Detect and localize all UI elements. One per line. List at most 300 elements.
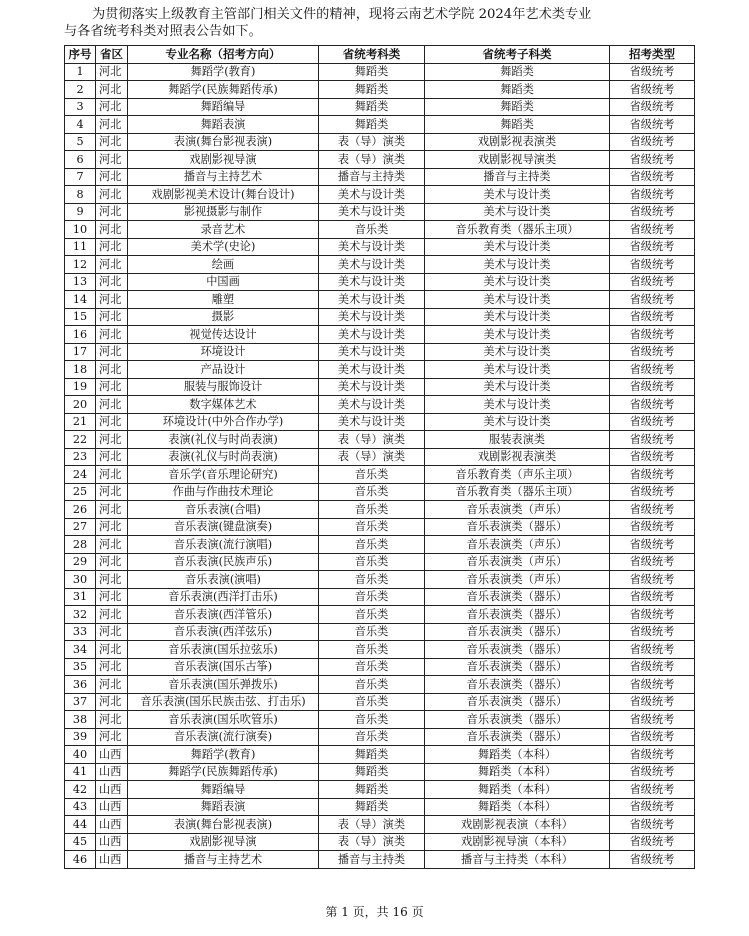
row-index: 41 [65, 763, 96, 781]
row-category: 美术与设计类 [319, 273, 425, 291]
row-category: 音乐类 [319, 536, 425, 554]
row-province: 山西 [96, 833, 128, 851]
row-index: 16 [65, 326, 96, 344]
row-major: 环境设计(中外合作办学) [128, 413, 319, 431]
row-major: 音乐表演(国乐吹管乐) [128, 711, 319, 729]
row-category: 音乐类 [319, 553, 425, 571]
row-subcategory: 美术与设计类 [425, 413, 610, 431]
row-major: 表演(舞台影视表演) [128, 816, 319, 834]
row-subcategory: 舞蹈类 [425, 116, 610, 134]
row-exam-type: 省级统考 [610, 588, 695, 606]
row-category: 舞蹈类 [319, 798, 425, 816]
row-province: 山西 [96, 851, 128, 869]
row-exam-type: 省级统考 [610, 676, 695, 694]
row-major: 舞蹈学(教育) [128, 63, 319, 81]
row-subcategory: 美术与设计类 [425, 396, 610, 414]
row-major: 音乐表演(流行演奏) [128, 728, 319, 746]
row-major: 舞蹈表演 [128, 116, 319, 134]
row-subcategory: 舞蹈类（本科） [425, 746, 610, 764]
table-row [65, 833, 695, 851]
row-exam-type: 省级统考 [610, 623, 695, 641]
row-index: 4 [65, 116, 96, 134]
table-row [65, 221, 695, 239]
table-row [65, 483, 695, 501]
row-exam-type: 省级统考 [610, 221, 695, 239]
row-subcategory: 音乐表演类（器乐） [425, 728, 610, 746]
row-index: 31 [65, 588, 96, 606]
row-province: 河北 [96, 396, 128, 414]
row-major: 播音与主持艺术 [128, 168, 319, 186]
row-major: 舞蹈学(民族舞蹈传承) [128, 81, 319, 99]
row-subcategory: 音乐表演类（器乐） [425, 711, 610, 729]
row-category: 美术与设计类 [319, 326, 425, 344]
row-index: 8 [65, 186, 96, 204]
row-index: 19 [65, 378, 96, 396]
table-row [65, 413, 695, 431]
row-province: 河北 [96, 203, 128, 221]
row-category: 表（导）演类 [319, 151, 425, 169]
row-exam-type: 省级统考 [610, 291, 695, 309]
row-major: 音乐表演(合唱) [128, 501, 319, 519]
row-exam-type: 省级统考 [610, 746, 695, 764]
table-row [65, 256, 695, 274]
table-row [65, 676, 695, 694]
row-province: 河北 [96, 256, 128, 274]
row-major: 作曲与作曲技术理论 [128, 483, 319, 501]
row-exam-type: 省级统考 [610, 361, 695, 379]
row-exam-type: 省级统考 [610, 536, 695, 554]
row-category: 美术与设计类 [319, 186, 425, 204]
row-major: 音乐表演(国乐民族击弦、打击乐) [128, 693, 319, 711]
row-category: 表（导）演类 [319, 448, 425, 466]
row-subcategory: 音乐表演类（声乐） [425, 536, 610, 554]
row-province: 河北 [96, 308, 128, 326]
row-index: 43 [65, 798, 96, 816]
row-subcategory: 美术与设计类 [425, 273, 610, 291]
row-major: 音乐表演(国乐弹拨乐) [128, 676, 319, 694]
row-exam-type: 省级统考 [610, 343, 695, 361]
row-subcategory: 舞蹈类 [425, 63, 610, 81]
row-province: 河北 [96, 711, 128, 729]
row-category: 音乐类 [319, 483, 425, 501]
row-subcategory: 音乐表演类（声乐） [425, 553, 610, 571]
row-exam-type: 省级统考 [610, 396, 695, 414]
table-row [65, 746, 695, 764]
row-subcategory: 音乐教育类（声乐主项） [425, 466, 610, 484]
row-subcategory: 美术与设计类 [425, 361, 610, 379]
row-subcategory: 播音与主持类 [425, 168, 610, 186]
table-row [65, 798, 695, 816]
row-category: 音乐类 [319, 623, 425, 641]
row-category: 舞蹈类 [319, 63, 425, 81]
row-major: 音乐表演(国乐古筝) [128, 658, 319, 676]
row-subcategory: 美术与设计类 [425, 378, 610, 396]
header-subcategory: 省统考子科类 [425, 46, 610, 64]
row-province: 河北 [96, 571, 128, 589]
row-subcategory: 舞蹈类（本科） [425, 763, 610, 781]
row-major: 舞蹈编导 [128, 781, 319, 799]
row-subcategory: 音乐表演类（器乐） [425, 606, 610, 624]
major-category-table [64, 45, 695, 869]
row-subcategory: 舞蹈类 [425, 81, 610, 99]
row-province: 河北 [96, 221, 128, 239]
row-major: 音乐表演(国乐拉弦乐) [128, 641, 319, 659]
row-subcategory: 美术与设计类 [425, 291, 610, 309]
row-major: 音乐表演(西洋管乐) [128, 606, 319, 624]
header-category: 省统考科类 [319, 46, 425, 64]
row-index: 28 [65, 536, 96, 554]
row-index: 23 [65, 448, 96, 466]
row-province: 河北 [96, 343, 128, 361]
row-index: 25 [65, 483, 96, 501]
row-exam-type: 省级统考 [610, 81, 695, 99]
table-row [65, 518, 695, 536]
row-index: 38 [65, 711, 96, 729]
row-major: 舞蹈学(教育) [128, 746, 319, 764]
row-major: 美术学(史论) [128, 238, 319, 256]
row-index: 46 [65, 851, 96, 869]
row-index: 12 [65, 256, 96, 274]
row-index: 40 [65, 746, 96, 764]
table-row [65, 781, 695, 799]
row-subcategory: 美术与设计类 [425, 203, 610, 221]
table-row [65, 238, 695, 256]
table-row [65, 98, 695, 116]
header-major: 专业名称（招考方向） [128, 46, 319, 64]
row-category: 音乐类 [319, 221, 425, 239]
row-province: 河北 [96, 326, 128, 344]
row-province: 河北 [96, 606, 128, 624]
row-index: 22 [65, 431, 96, 449]
row-category: 音乐类 [319, 693, 425, 711]
row-index: 3 [65, 98, 96, 116]
table-row [65, 116, 695, 134]
row-category: 音乐类 [319, 466, 425, 484]
row-index: 34 [65, 641, 96, 659]
row-subcategory: 舞蹈类（本科） [425, 798, 610, 816]
row-province: 河北 [96, 553, 128, 571]
row-major: 音乐表演(演唱) [128, 571, 319, 589]
row-exam-type: 省级统考 [610, 186, 695, 204]
row-category: 舞蹈类 [319, 98, 425, 116]
row-category: 播音与主持类 [319, 168, 425, 186]
row-category: 美术与设计类 [319, 256, 425, 274]
row-index: 7 [65, 168, 96, 186]
row-major: 音乐表演(民族声乐) [128, 553, 319, 571]
row-index: 30 [65, 571, 96, 589]
row-index: 27 [65, 518, 96, 536]
row-category: 美术与设计类 [319, 413, 425, 431]
row-subcategory: 戏剧影视导演（本科） [425, 833, 610, 851]
table-row [65, 291, 695, 309]
row-subcategory: 美术与设计类 [425, 308, 610, 326]
table-row [65, 641, 695, 659]
row-province: 河北 [96, 431, 128, 449]
row-province: 河北 [96, 501, 128, 519]
row-province: 河北 [96, 641, 128, 659]
table-row [65, 851, 695, 869]
row-province: 河北 [96, 658, 128, 676]
row-major: 中国画 [128, 273, 319, 291]
row-major: 视觉传达设计 [128, 326, 319, 344]
row-subcategory: 音乐表演类（器乐） [425, 623, 610, 641]
table-row [65, 81, 695, 99]
row-province: 山西 [96, 816, 128, 834]
table-row [65, 396, 695, 414]
row-category: 音乐类 [319, 711, 425, 729]
row-category: 表（导）演类 [319, 833, 425, 851]
row-index: 13 [65, 273, 96, 291]
row-category: 音乐类 [319, 588, 425, 606]
row-category: 舞蹈类 [319, 746, 425, 764]
row-subcategory: 音乐表演类（声乐） [425, 501, 610, 519]
row-exam-type: 省级统考 [610, 63, 695, 81]
row-province: 河北 [96, 413, 128, 431]
row-index: 37 [65, 693, 96, 711]
table-row [65, 816, 695, 834]
row-exam-type: 省级统考 [610, 168, 695, 186]
table-row [65, 151, 695, 169]
row-province: 河北 [96, 151, 128, 169]
row-category: 美术与设计类 [319, 343, 425, 361]
table-body [65, 63, 695, 868]
table-row [65, 623, 695, 641]
table-row [65, 711, 695, 729]
row-exam-type: 省级统考 [610, 518, 695, 536]
row-subcategory: 音乐表演类（器乐） [425, 658, 610, 676]
row-category: 表（导）演类 [319, 816, 425, 834]
row-major: 摄影 [128, 308, 319, 326]
row-exam-type: 省级统考 [610, 798, 695, 816]
row-major: 表演(舞台影视表演) [128, 133, 319, 151]
row-index: 35 [65, 658, 96, 676]
table-row [65, 553, 695, 571]
intro-paragraph [64, 6, 694, 40]
row-province: 河北 [96, 116, 128, 134]
row-subcategory: 音乐教育类（器乐主项） [425, 483, 610, 501]
row-major: 雕塑 [128, 291, 319, 309]
row-subcategory: 音乐教育类（器乐主项） [425, 221, 610, 239]
table-row [65, 133, 695, 151]
row-category: 美术与设计类 [319, 378, 425, 396]
row-subcategory: 美术与设计类 [425, 186, 610, 204]
header-index: 序号 [65, 46, 96, 64]
row-exam-type: 省级统考 [610, 326, 695, 344]
row-exam-type: 省级统考 [610, 571, 695, 589]
row-category: 美术与设计类 [319, 238, 425, 256]
row-category: 音乐类 [319, 728, 425, 746]
table-row [65, 343, 695, 361]
row-major: 戏剧影视导演 [128, 151, 319, 169]
row-major: 录音艺术 [128, 221, 319, 239]
row-exam-type: 省级统考 [610, 273, 695, 291]
row-index: 9 [65, 203, 96, 221]
row-exam-type: 省级统考 [610, 816, 695, 834]
row-category: 舞蹈类 [319, 781, 425, 799]
row-province: 河北 [96, 588, 128, 606]
row-province: 河北 [96, 483, 128, 501]
row-index: 33 [65, 623, 96, 641]
row-major: 音乐表演(流行演唱) [128, 536, 319, 554]
table-row [65, 63, 695, 81]
row-index: 21 [65, 413, 96, 431]
row-category: 音乐类 [319, 606, 425, 624]
row-exam-type: 省级统考 [610, 98, 695, 116]
row-exam-type: 省级统考 [610, 413, 695, 431]
row-index: 11 [65, 238, 96, 256]
row-category: 表（导）演类 [319, 133, 425, 151]
row-category: 舞蹈类 [319, 81, 425, 99]
row-index: 32 [65, 606, 96, 624]
row-subcategory: 戏剧影视导演类 [425, 151, 610, 169]
table-row [65, 273, 695, 291]
table-row [65, 378, 695, 396]
row-index: 10 [65, 221, 96, 239]
table-row [65, 501, 695, 519]
row-subcategory: 音乐表演类（器乐） [425, 676, 610, 694]
row-exam-type: 省级统考 [610, 833, 695, 851]
row-index: 15 [65, 308, 96, 326]
table-row [65, 571, 695, 589]
row-subcategory: 音乐表演类（器乐） [425, 641, 610, 659]
row-major: 舞蹈学(民族舞蹈传承) [128, 763, 319, 781]
row-exam-type: 省级统考 [610, 431, 695, 449]
row-subcategory: 音乐表演类（器乐） [425, 693, 610, 711]
header-exam-type: 招考类型 [610, 46, 695, 64]
table-row [65, 693, 695, 711]
table-row [65, 326, 695, 344]
row-subcategory: 服装表演类 [425, 431, 610, 449]
row-subcategory: 美术与设计类 [425, 326, 610, 344]
row-subcategory: 舞蹈类 [425, 98, 610, 116]
row-province: 河北 [96, 448, 128, 466]
row-index: 36 [65, 676, 96, 694]
row-exam-type: 省级统考 [610, 466, 695, 484]
row-major: 绘画 [128, 256, 319, 274]
row-major: 音乐表演(西洋打击乐) [128, 588, 319, 606]
table-row [65, 186, 695, 204]
row-category: 音乐类 [319, 501, 425, 519]
row-index: 42 [65, 781, 96, 799]
row-category: 音乐类 [319, 571, 425, 589]
row-province: 河北 [96, 186, 128, 204]
row-category: 美术与设计类 [319, 291, 425, 309]
row-exam-type: 省级统考 [610, 781, 695, 799]
row-index: 5 [65, 133, 96, 151]
row-index: 26 [65, 501, 96, 519]
row-subcategory: 音乐表演类（声乐） [425, 571, 610, 589]
table-row [65, 588, 695, 606]
row-province: 河北 [96, 291, 128, 309]
row-province: 山西 [96, 798, 128, 816]
row-major: 播音与主持艺术 [128, 851, 319, 869]
row-province: 山西 [96, 746, 128, 764]
row-index: 39 [65, 728, 96, 746]
row-province: 河北 [96, 98, 128, 116]
row-index: 24 [65, 466, 96, 484]
row-province: 河北 [96, 361, 128, 379]
row-province: 河北 [96, 728, 128, 746]
intro-line-2: 与各省统考科类对照表公告如下。 [64, 24, 262, 39]
row-province: 河北 [96, 168, 128, 186]
row-exam-type: 省级统考 [610, 553, 695, 571]
row-exam-type: 省级统考 [610, 203, 695, 221]
row-province: 河北 [96, 63, 128, 81]
row-index: 6 [65, 151, 96, 169]
row-index: 20 [65, 396, 96, 414]
row-category: 音乐类 [319, 518, 425, 536]
row-exam-type: 省级统考 [610, 711, 695, 729]
row-subcategory: 美术与设计类 [425, 343, 610, 361]
table-row [65, 361, 695, 379]
row-index: 1 [65, 63, 96, 81]
header-province: 省区 [96, 46, 128, 64]
row-province: 河北 [96, 133, 128, 151]
row-exam-type: 省级统考 [610, 448, 695, 466]
row-major: 戏剧影视导演 [128, 833, 319, 851]
table-row [65, 448, 695, 466]
row-index: 29 [65, 553, 96, 571]
row-major: 表演(礼仪与时尚表演) [128, 448, 319, 466]
row-province: 河北 [96, 81, 128, 99]
row-index: 18 [65, 361, 96, 379]
row-category: 舞蹈类 [319, 763, 425, 781]
row-index: 17 [65, 343, 96, 361]
row-exam-type: 省级统考 [610, 693, 695, 711]
table-row [65, 658, 695, 676]
row-subcategory: 音乐表演类（器乐） [425, 588, 610, 606]
row-exam-type: 省级统考 [610, 763, 695, 781]
table-row [65, 606, 695, 624]
row-category: 美术与设计类 [319, 308, 425, 326]
row-category: 播音与主持类 [319, 851, 425, 869]
row-index: 45 [65, 833, 96, 851]
row-index: 44 [65, 816, 96, 834]
row-exam-type: 省级统考 [610, 851, 695, 869]
page-footer: 第 1 页，共 16 页 [325, 905, 424, 919]
row-major: 戏剧影视美术设计(舞台设计) [128, 186, 319, 204]
table-row [65, 536, 695, 554]
row-index: 2 [65, 81, 96, 99]
row-province: 河北 [96, 693, 128, 711]
row-province: 河北 [96, 518, 128, 536]
row-index: 14 [65, 291, 96, 309]
row-major: 舞蹈表演 [128, 798, 319, 816]
table-row [65, 203, 695, 221]
row-exam-type: 省级统考 [610, 501, 695, 519]
row-exam-type: 省级统考 [610, 133, 695, 151]
row-subcategory: 舞蹈类（本科） [425, 781, 610, 799]
row-province: 河北 [96, 536, 128, 554]
row-subcategory: 戏剧影视表演（本科） [425, 816, 610, 834]
row-province: 河北 [96, 466, 128, 484]
row-subcategory: 戏剧影视表演类 [425, 448, 610, 466]
row-category: 音乐类 [319, 676, 425, 694]
row-category: 舞蹈类 [319, 116, 425, 134]
intro-line-1: 为贯彻落实上级教育主管部门相关文件的精神，现将云南艺术学院 2024年艺术类专业 [92, 7, 592, 22]
table-row [65, 431, 695, 449]
table-row [65, 308, 695, 326]
row-exam-type: 省级统考 [610, 606, 695, 624]
row-subcategory: 音乐表演类（器乐） [425, 518, 610, 536]
row-category: 美术与设计类 [319, 396, 425, 414]
row-subcategory: 戏剧影视表演类 [425, 133, 610, 151]
row-exam-type: 省级统考 [610, 116, 695, 134]
row-major: 数字媒体艺术 [128, 396, 319, 414]
row-exam-type: 省级统考 [610, 728, 695, 746]
row-exam-type: 省级统考 [610, 641, 695, 659]
row-major: 音乐表演(键盘演奏) [128, 518, 319, 536]
